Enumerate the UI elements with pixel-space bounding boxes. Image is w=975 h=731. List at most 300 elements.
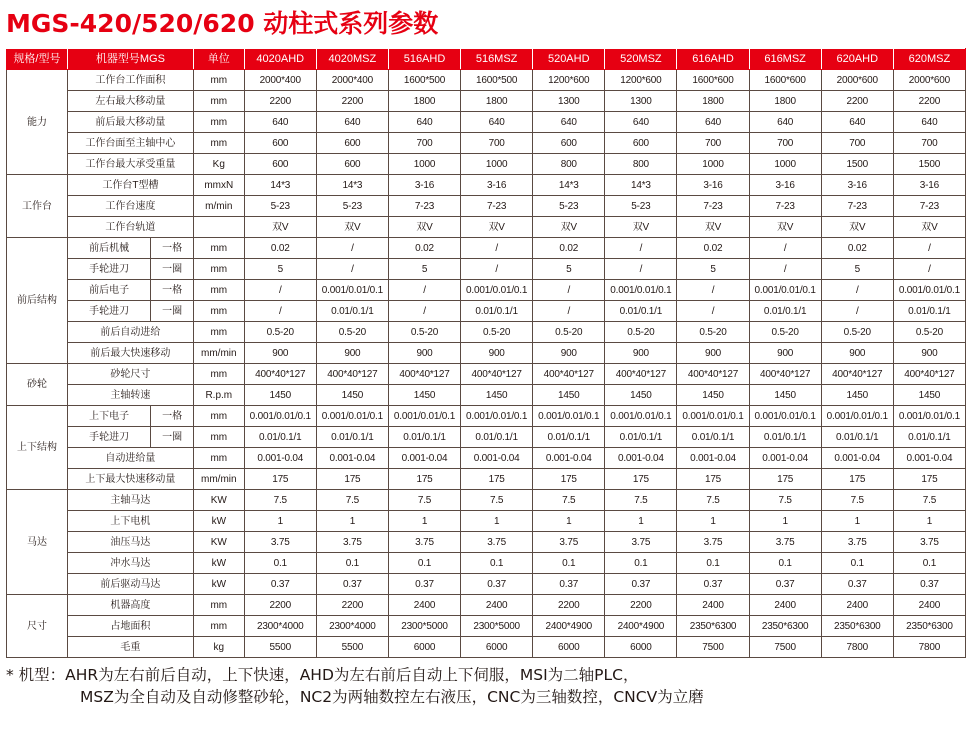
value-cell: 640	[461, 112, 533, 133]
value-cell: 900	[677, 343, 749, 364]
value-cell: 3-16	[821, 175, 893, 196]
feature-label: 冲水马达	[67, 553, 193, 574]
value-cell: 0.5-20	[749, 322, 821, 343]
value-cell: 7-23	[677, 196, 749, 217]
value-cell: /	[388, 280, 460, 301]
unit-cell: mm	[193, 280, 244, 301]
unit-cell: kW	[193, 553, 244, 574]
value-cell: 0.1	[533, 553, 605, 574]
table-row	[7, 511, 966, 532]
value-cell: 双V	[893, 217, 965, 238]
value-cell: 0.1	[821, 553, 893, 574]
feature-label: 机器高度	[67, 595, 193, 616]
value-cell: 3-16	[461, 175, 533, 196]
value-cell: 0.1	[749, 553, 821, 574]
table-row	[7, 343, 966, 364]
value-cell: 800	[533, 154, 605, 175]
table-row	[7, 91, 966, 112]
value-cell: 900	[388, 343, 460, 364]
value-cell: 400*40*127	[821, 364, 893, 385]
value-cell: 7.5	[244, 490, 316, 511]
value-cell: 0.5-20	[244, 322, 316, 343]
value-cell: 7500	[749, 637, 821, 658]
header-feature: 机器型号MGS	[67, 49, 193, 70]
value-cell: 2000*600	[893, 70, 965, 91]
value-cell: 0.001/0.01/0.1	[893, 280, 965, 301]
value-cell: 3.75	[677, 532, 749, 553]
header-model: 4020AHD	[244, 49, 316, 70]
value-cell: 3.75	[316, 532, 388, 553]
table-row	[7, 301, 966, 322]
value-cell: 400*40*127	[533, 364, 605, 385]
value-cell: /	[533, 301, 605, 322]
value-cell: 双V	[388, 217, 460, 238]
value-cell: 2400	[677, 595, 749, 616]
unit-cell: KW	[193, 532, 244, 553]
value-cell: 0.1	[388, 553, 460, 574]
value-cell: 2400	[461, 595, 533, 616]
value-cell: /	[749, 238, 821, 259]
value-cell: 7.5	[388, 490, 460, 511]
value-cell: 0.001/0.01/0.1	[605, 406, 677, 427]
value-cell: 0.02	[677, 238, 749, 259]
value-cell: 0.001/0.01/0.1	[749, 280, 821, 301]
table-row	[7, 595, 966, 616]
note-line-1: * 机型：AHR为左右前后自动，上下快速，AHD为左右前后自动上下伺服，MSI为二轴PLC，	[6, 666, 639, 684]
table-row	[7, 427, 966, 448]
value-cell: 0.1	[893, 553, 965, 574]
value-cell: 1800	[677, 91, 749, 112]
value-cell: 0.01/0.1/1	[677, 427, 749, 448]
value-cell: 640	[677, 112, 749, 133]
value-cell: 900	[461, 343, 533, 364]
value-cell: 0.01/0.1/1	[316, 301, 388, 322]
value-cell: 双V	[605, 217, 677, 238]
value-cell: 2200	[605, 595, 677, 616]
value-cell: 3-16	[388, 175, 460, 196]
header-model: 4020MSZ	[316, 49, 388, 70]
value-cell: 0.01/0.1/1	[605, 301, 677, 322]
feature-label: 前后驱动马达	[67, 574, 193, 595]
value-cell: 2400*4900	[605, 616, 677, 637]
value-cell: /	[316, 259, 388, 280]
value-cell: 5	[388, 259, 460, 280]
unit-cell: mm	[193, 364, 244, 385]
value-cell: 2300*5000	[388, 616, 460, 637]
header-model: 616MSZ	[749, 49, 821, 70]
value-cell: 7-23	[893, 196, 965, 217]
value-cell: 900	[316, 343, 388, 364]
value-cell: 700	[893, 133, 965, 154]
value-cell: 1800	[388, 91, 460, 112]
value-cell: 5500	[316, 637, 388, 658]
value-cell: 1450	[388, 385, 460, 406]
value-cell: 1	[893, 511, 965, 532]
value-cell: 175	[893, 469, 965, 490]
value-cell: 0.001-0.04	[677, 448, 749, 469]
group-label: 工作台	[7, 175, 68, 238]
value-cell: /	[821, 280, 893, 301]
value-cell: 7.5	[533, 490, 605, 511]
value-cell: 0.001/0.01/0.1	[316, 406, 388, 427]
value-cell: 0.01/0.1/1	[749, 427, 821, 448]
value-cell: 175	[749, 469, 821, 490]
value-cell: 175	[677, 469, 749, 490]
unit-cell: mm	[193, 133, 244, 154]
sub-label: 一圈	[151, 259, 194, 280]
value-cell: 0.1	[244, 553, 316, 574]
value-cell: /	[605, 259, 677, 280]
value-cell: 2000*400	[316, 70, 388, 91]
table-row	[7, 259, 966, 280]
value-cell: 0.001/0.01/0.1	[388, 406, 460, 427]
feature-label: 工作台最大承受重量	[67, 154, 193, 175]
table-row	[7, 133, 966, 154]
value-cell: /	[461, 259, 533, 280]
value-cell: 0.37	[533, 574, 605, 595]
value-cell: 0.37	[605, 574, 677, 595]
value-cell: 0.001/0.01/0.1	[605, 280, 677, 301]
value-cell: 6000	[461, 637, 533, 658]
value-cell: 0.02	[388, 238, 460, 259]
header-model: 520MSZ	[605, 49, 677, 70]
spec-table-body	[7, 70, 966, 658]
feature-label: 工作台T型槽	[67, 175, 193, 196]
feature-label: 上下电子	[67, 406, 150, 427]
value-cell: 2350*6300	[821, 616, 893, 637]
value-cell: 0.01/0.1/1	[605, 427, 677, 448]
value-cell: 0.02	[533, 238, 605, 259]
value-cell: 2300*5000	[461, 616, 533, 637]
value-cell: 2350*6300	[677, 616, 749, 637]
value-cell: 0.001/0.01/0.1	[821, 406, 893, 427]
value-cell: 400*40*127	[461, 364, 533, 385]
value-cell: 0.1	[677, 553, 749, 574]
value-cell: 1	[316, 511, 388, 532]
value-cell: 3.75	[605, 532, 677, 553]
value-cell: 1	[677, 511, 749, 532]
group-label: 前后结构	[7, 238, 68, 364]
unit-cell: mm	[193, 448, 244, 469]
group-label: 尺寸	[7, 595, 68, 658]
value-cell: 3.75	[244, 532, 316, 553]
unit-cell: mm	[193, 112, 244, 133]
value-cell: /	[893, 259, 965, 280]
unit-cell: mm	[193, 595, 244, 616]
value-cell: 1	[749, 511, 821, 532]
unit-cell: mm	[193, 301, 244, 322]
value-cell: 1	[244, 511, 316, 532]
table-row	[7, 280, 966, 301]
value-cell: 175	[605, 469, 677, 490]
value-cell: 175	[461, 469, 533, 490]
value-cell: 0.1	[316, 553, 388, 574]
feature-label: 占地面积	[67, 616, 193, 637]
sub-label: 一格	[151, 280, 194, 301]
value-cell: 7-23	[461, 196, 533, 217]
value-cell: 1800	[461, 91, 533, 112]
group-label: 砂轮	[7, 364, 68, 406]
value-cell: 5-23	[316, 196, 388, 217]
value-cell: 1	[461, 511, 533, 532]
unit-cell: kW	[193, 511, 244, 532]
value-cell: 7.5	[821, 490, 893, 511]
table-row	[7, 196, 966, 217]
value-cell: 0.01/0.1/1	[388, 427, 460, 448]
value-cell: 600	[316, 133, 388, 154]
group-label: 马达	[7, 490, 68, 595]
value-cell: 1450	[677, 385, 749, 406]
value-cell: 1450	[533, 385, 605, 406]
value-cell: 1450	[749, 385, 821, 406]
unit-cell: mm/min	[193, 469, 244, 490]
value-cell: 7.5	[605, 490, 677, 511]
value-cell: 14*3	[533, 175, 605, 196]
value-cell: 1450	[244, 385, 316, 406]
value-cell: 900	[605, 343, 677, 364]
value-cell: 1450	[316, 385, 388, 406]
value-cell: 1000	[388, 154, 460, 175]
table-row	[7, 532, 966, 553]
value-cell: 1500	[893, 154, 965, 175]
value-cell: 2350*6300	[749, 616, 821, 637]
feature-label: 自动进给量	[67, 448, 193, 469]
value-cell: 7.5	[461, 490, 533, 511]
value-cell: 1200*600	[533, 70, 605, 91]
value-cell: 1450	[893, 385, 965, 406]
value-cell: 7.5	[677, 490, 749, 511]
value-cell: 2300*4000	[244, 616, 316, 637]
value-cell: 2400	[821, 595, 893, 616]
value-cell: 双V	[533, 217, 605, 238]
value-cell: 1600*600	[677, 70, 749, 91]
table-row	[7, 637, 966, 658]
unit-cell: KW	[193, 490, 244, 511]
value-cell: 0.001-0.04	[821, 448, 893, 469]
value-cell: 600	[244, 133, 316, 154]
value-cell: 900	[893, 343, 965, 364]
feature-label: 毛重	[67, 637, 193, 658]
value-cell: 0.001/0.01/0.1	[893, 406, 965, 427]
value-cell: 3.75	[749, 532, 821, 553]
group-label: 能力	[7, 70, 68, 175]
value-cell: 2400	[893, 595, 965, 616]
value-cell: 3.75	[821, 532, 893, 553]
header-model: 620AHD	[821, 49, 893, 70]
value-cell: 1	[533, 511, 605, 532]
unit-cell: mm	[193, 406, 244, 427]
value-cell: 7.5	[893, 490, 965, 511]
header-model: 520AHD	[533, 49, 605, 70]
value-cell: 0.01/0.1/1	[893, 301, 965, 322]
note-line-2: MSZ为全自动及自动修整砂轮，NC2为两轴数控左右液压，CNC为三轴数控，CNCV为立磨	[80, 688, 704, 706]
value-cell: 6000	[605, 637, 677, 658]
value-cell: 6000	[388, 637, 460, 658]
value-cell: 0.001-0.04	[388, 448, 460, 469]
value-cell: 0.001/0.01/0.1	[316, 280, 388, 301]
value-cell: 1000	[749, 154, 821, 175]
value-cell: /	[244, 280, 316, 301]
value-cell: 双V	[461, 217, 533, 238]
value-cell: 1450	[461, 385, 533, 406]
feature-label: 上下电机	[67, 511, 193, 532]
value-cell: 0.01/0.1/1	[316, 427, 388, 448]
value-cell: 2400*4900	[533, 616, 605, 637]
unit-cell: mmxN	[193, 175, 244, 196]
value-cell: /	[749, 259, 821, 280]
header-unit: 单位	[193, 49, 244, 70]
value-cell: 双V	[316, 217, 388, 238]
table-row	[7, 238, 966, 259]
value-cell: 3.75	[533, 532, 605, 553]
value-cell: 14*3	[605, 175, 677, 196]
unit-cell: m/min	[193, 196, 244, 217]
value-cell: 14*3	[316, 175, 388, 196]
value-cell: 7.5	[749, 490, 821, 511]
value-cell: 5	[677, 259, 749, 280]
value-cell: 400*40*127	[893, 364, 965, 385]
value-cell: 双V	[677, 217, 749, 238]
value-cell: /	[821, 301, 893, 322]
value-cell: 7-23	[388, 196, 460, 217]
value-cell: 2300*4000	[316, 616, 388, 637]
value-cell: 0.001-0.04	[749, 448, 821, 469]
value-cell: 0.001/0.01/0.1	[461, 406, 533, 427]
header-model: 616AHD	[677, 49, 749, 70]
value-cell: 2000*600	[821, 70, 893, 91]
feature-label: 主轴转速	[67, 385, 193, 406]
feature-label: 手轮进刀	[67, 259, 150, 280]
value-cell: 2400	[749, 595, 821, 616]
value-cell: 0.37	[893, 574, 965, 595]
value-cell: 700	[461, 133, 533, 154]
value-cell: 3-16	[749, 175, 821, 196]
sub-label: 一格	[151, 238, 194, 259]
unit-cell: R.p.m	[193, 385, 244, 406]
value-cell: 0.5-20	[893, 322, 965, 343]
value-cell: 0.001-0.04	[461, 448, 533, 469]
value-cell: 1200*600	[605, 70, 677, 91]
value-cell: 3.75	[893, 532, 965, 553]
value-cell: 1800	[749, 91, 821, 112]
value-cell: 0.37	[316, 574, 388, 595]
header-group: 规格/型号	[7, 49, 68, 70]
value-cell: 0.01/0.1/1	[821, 427, 893, 448]
value-cell: 0.37	[749, 574, 821, 595]
value-cell: 175	[244, 469, 316, 490]
value-cell: 5	[821, 259, 893, 280]
feature-label: 工作台速度	[67, 196, 193, 217]
feature-label: 左右最大移动量	[67, 91, 193, 112]
value-cell: 0.5-20	[677, 322, 749, 343]
value-cell: 600	[316, 154, 388, 175]
value-cell: 0.37	[821, 574, 893, 595]
value-cell: 0.37	[461, 574, 533, 595]
value-cell: 1600*600	[749, 70, 821, 91]
feature-label: 油压马达	[67, 532, 193, 553]
value-cell: 900	[244, 343, 316, 364]
value-cell: 700	[821, 133, 893, 154]
value-cell: /	[316, 238, 388, 259]
value-cell: 5-23	[605, 196, 677, 217]
unit-cell: mm/min	[193, 343, 244, 364]
value-cell: 0.001/0.01/0.1	[677, 406, 749, 427]
value-cell: 0.01/0.1/1	[461, 301, 533, 322]
value-cell: 0.001-0.04	[605, 448, 677, 469]
value-cell: 5	[533, 259, 605, 280]
feature-label: 工作台工作面积	[67, 70, 193, 91]
value-cell: 0.01/0.1/1	[749, 301, 821, 322]
page-title: MGS-420/520/620 动柱式系列参数	[6, 9, 439, 38]
value-cell: 2200	[821, 91, 893, 112]
value-cell: 1	[388, 511, 460, 532]
value-cell: 1	[605, 511, 677, 532]
value-cell: 7.5	[316, 490, 388, 511]
value-cell: 5500	[244, 637, 316, 658]
value-cell: 640	[244, 112, 316, 133]
value-cell: 1300	[605, 91, 677, 112]
table-row	[7, 322, 966, 343]
table-header-row	[7, 49, 966, 70]
value-cell: 双V	[244, 217, 316, 238]
value-cell: 900	[533, 343, 605, 364]
value-cell: 0.001/0.01/0.1	[461, 280, 533, 301]
value-cell: 175	[821, 469, 893, 490]
feature-label: 砂轮尺寸	[67, 364, 193, 385]
unit-cell: Kg	[193, 154, 244, 175]
value-cell: 0.5-20	[316, 322, 388, 343]
value-cell: 0.1	[605, 553, 677, 574]
value-cell: /	[893, 238, 965, 259]
unit-cell: mm	[193, 616, 244, 637]
value-cell: 7-23	[749, 196, 821, 217]
value-cell: /	[677, 280, 749, 301]
value-cell: /	[461, 238, 533, 259]
value-cell: 640	[388, 112, 460, 133]
value-cell: 0.001/0.01/0.1	[244, 406, 316, 427]
feature-label: 手轮进刀	[67, 301, 150, 322]
feature-label: 手轮进刀	[67, 427, 150, 448]
value-cell: 700	[749, 133, 821, 154]
unit-cell: mm	[193, 91, 244, 112]
table-row	[7, 616, 966, 637]
header-model: 620MSZ	[893, 49, 965, 70]
table-row	[7, 154, 966, 175]
value-cell: 0.01/0.1/1	[461, 427, 533, 448]
value-cell: 3-16	[677, 175, 749, 196]
value-cell: 2000*400	[244, 70, 316, 91]
value-cell: 400*40*127	[749, 364, 821, 385]
sub-label: 一圈	[151, 427, 194, 448]
sub-label: 一格	[151, 406, 194, 427]
feature-label: 前后电子	[67, 280, 150, 301]
value-cell: 0.001-0.04	[244, 448, 316, 469]
value-cell: 400*40*127	[316, 364, 388, 385]
table-row	[7, 70, 966, 91]
value-cell: /	[388, 301, 460, 322]
value-cell: 6000	[533, 637, 605, 658]
unit-cell: kW	[193, 574, 244, 595]
header-model: 516AHD	[388, 49, 460, 70]
value-cell: 0.5-20	[533, 322, 605, 343]
value-cell: 0.1	[461, 553, 533, 574]
value-cell: 2350*6300	[893, 616, 965, 637]
value-cell: 1300	[533, 91, 605, 112]
header-model: 516MSZ	[461, 49, 533, 70]
value-cell: 900	[821, 343, 893, 364]
value-cell: 7500	[677, 637, 749, 658]
table-row	[7, 553, 966, 574]
